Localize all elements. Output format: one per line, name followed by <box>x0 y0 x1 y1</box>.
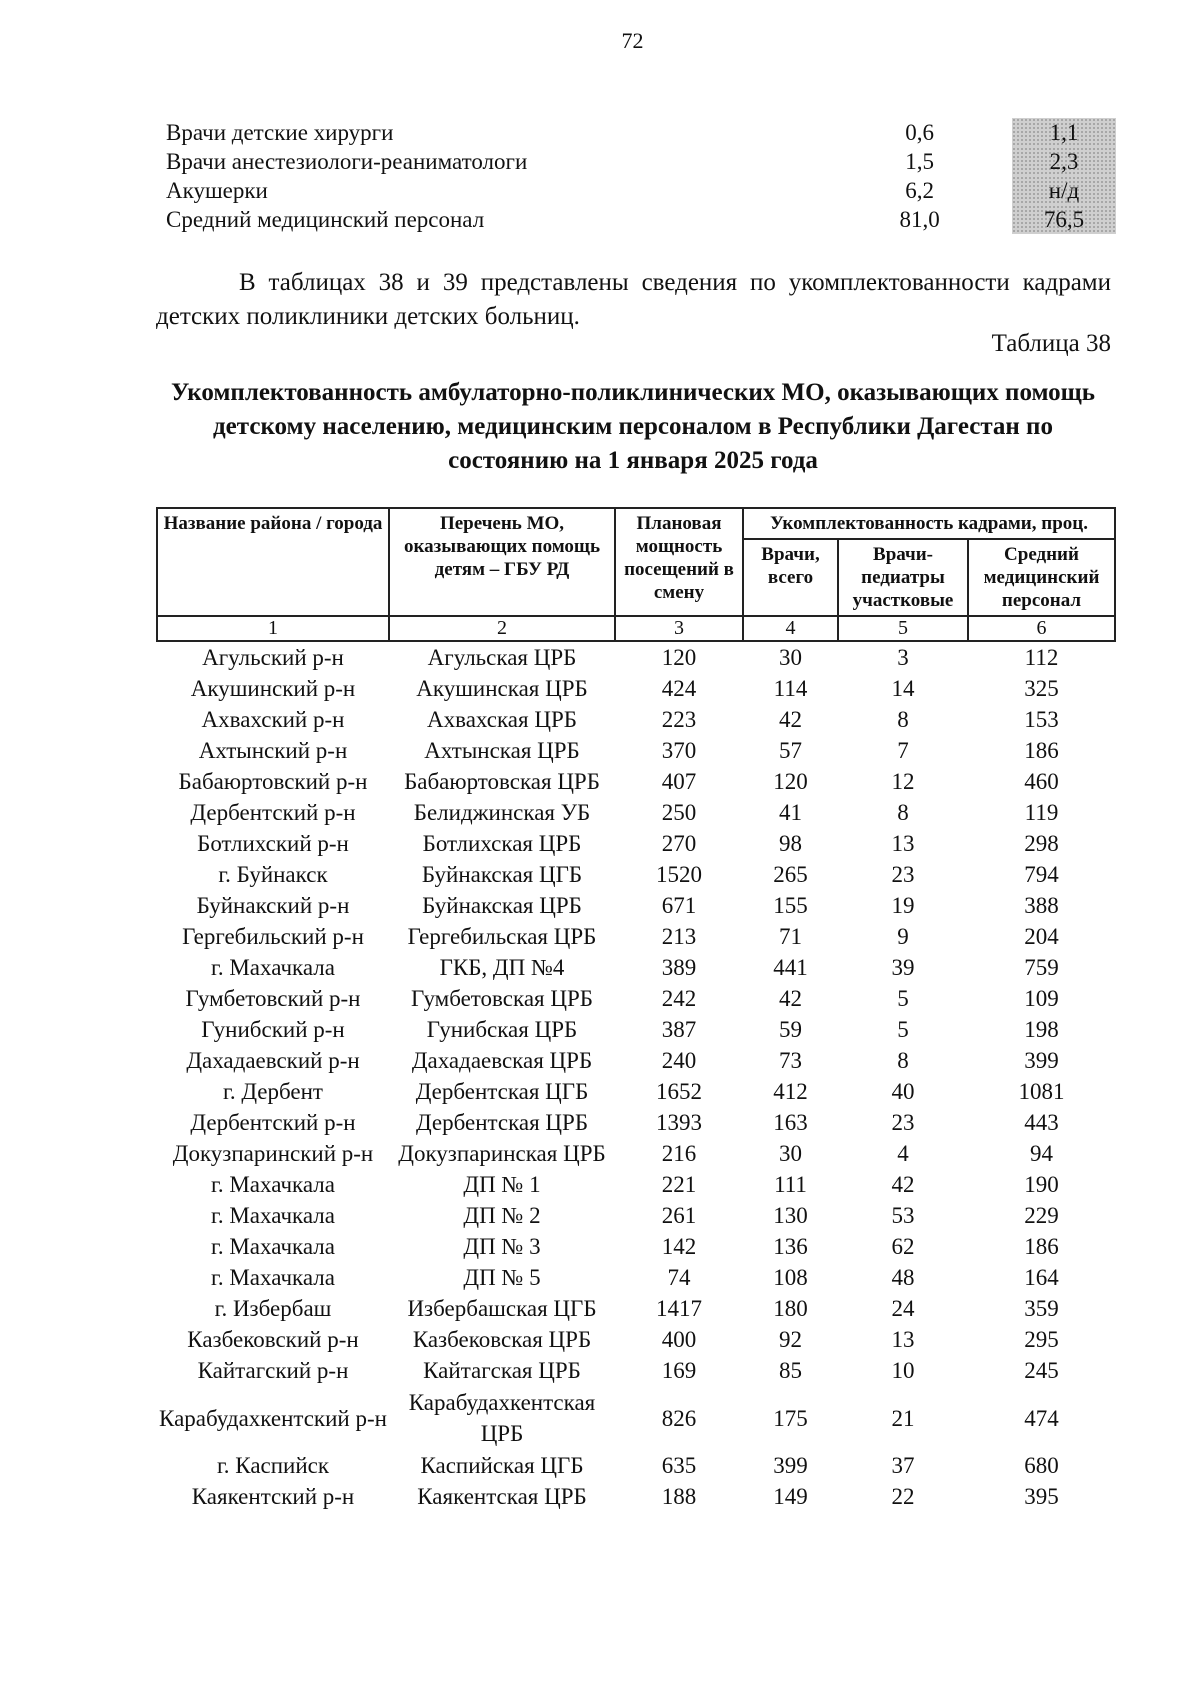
cell-mo: ДП № 5 <box>463 1265 541 1290</box>
cell-nurses: 794 <box>1024 862 1059 887</box>
prev-table-row <box>166 147 1116 176</box>
cell-pediatricians: 12 <box>891 769 915 794</box>
cell-pediatricians: 8 <box>897 800 909 825</box>
header-capacity: Плановая мощность посещений в смену <box>615 508 743 616</box>
cell-doctors-total: 57 <box>779 738 802 763</box>
cell-mo: Буйнакская ЦГБ <box>421 862 583 887</box>
cell-district: г. Избербаш <box>214 1296 332 1321</box>
table-body <box>157 641 1115 1512</box>
cell-pediatricians: 42 <box>891 1172 915 1197</box>
column-number: 3 <box>615 616 743 641</box>
table-row <box>157 1355 1115 1386</box>
cell-mo: Избербашская ЦГБ <box>407 1296 597 1321</box>
cell-pediatricians: 8 <box>897 707 909 732</box>
cell-capacity: 250 <box>661 800 697 825</box>
cell-capacity: 424 <box>661 676 697 701</box>
cell-nurses: 460 <box>1024 769 1059 794</box>
cell-doctors-total: 108 <box>773 1265 808 1290</box>
cell-pediatricians: 21 <box>891 1405 915 1431</box>
cell-capacity: 216 <box>661 1141 697 1166</box>
cell-capacity: 400 <box>661 1327 697 1352</box>
cell-capacity: 74 <box>667 1265 691 1290</box>
table-row <box>157 641 1115 673</box>
cell-nurses: 759 <box>1024 955 1059 980</box>
cell-pediatricians: 13 <box>891 1327 915 1352</box>
cell-nurses: 229 <box>1024 1203 1059 1228</box>
table-row <box>157 1231 1115 1262</box>
cell-capacity: 826 <box>661 1405 697 1431</box>
cell-doctors-total: 399 <box>773 1453 808 1478</box>
cell-pediatricians: 5 <box>897 986 909 1011</box>
prev-table-row <box>166 176 1116 205</box>
cell-mo: Гергебильская ЦРБ <box>407 924 597 949</box>
cell-capacity: 213 <box>661 924 697 949</box>
cell-doctors-total: 155 <box>773 893 808 918</box>
column-number: 5 <box>838 616 968 641</box>
prev-row-value-2: 1,1 <box>1012 118 1116 147</box>
cell-capacity: 671 <box>661 893 697 918</box>
cell-district: г. Каспийск <box>216 1453 330 1478</box>
cell-pediatricians: 48 <box>891 1265 915 1290</box>
cell-pediatricians: 23 <box>891 1110 915 1135</box>
cell-doctors-total: 98 <box>779 831 802 856</box>
cell-pediatricians: 23 <box>891 862 915 887</box>
table-row <box>157 952 1115 983</box>
cell-doctors-total: 265 <box>773 862 808 887</box>
cell-doctors-total: 73 <box>779 1048 802 1073</box>
cell-doctors-total: 59 <box>779 1017 802 1042</box>
cell-mo: Агульская ЦРБ <box>427 645 577 670</box>
cell-doctors-total: 41 <box>779 800 802 825</box>
cell-mo: Казбековская ЦРБ <box>412 1327 592 1352</box>
header-mo-list: Перечень МО, оказывающих помощь детям – ГБУ РД <box>389 508 615 616</box>
table-row <box>157 859 1115 890</box>
header-nurses: Средний медицинский персонал <box>968 539 1115 616</box>
cell-mo: Дербентская ЦГБ <box>415 1079 589 1104</box>
cell-mo: Ахтынская ЦРБ <box>424 738 580 763</box>
staffing-table <box>156 507 1116 1512</box>
prev-row-name: Врачи анестезиологи-реаниматологи <box>166 149 528 174</box>
cell-capacity: 407 <box>661 769 697 794</box>
cell-district: Ахтынский р-н <box>198 738 348 763</box>
cell-district: Карабудахкентский р-н <box>159 1405 387 1431</box>
table-row <box>157 1200 1115 1231</box>
table-row <box>157 1014 1115 1045</box>
cell-capacity: 142 <box>661 1234 697 1259</box>
prev-row-name: Врачи детские хирурги <box>166 120 394 145</box>
cell-pediatricians: 8 <box>897 1048 909 1073</box>
cell-doctors-total: 30 <box>779 1141 802 1166</box>
cell-district: Буйнакский р-н <box>196 893 350 918</box>
cell-capacity: 261 <box>661 1203 697 1228</box>
prev-table-row <box>166 118 1116 147</box>
table-row <box>157 1262 1115 1293</box>
cell-nurses: 109 <box>1024 986 1059 1011</box>
cell-district: г. Махачкала <box>211 1265 335 1290</box>
cell-pediatricians: 14 <box>891 676 915 701</box>
cell-doctors-total: 85 <box>779 1358 802 1383</box>
prev-row-value-1: 81,0 <box>899 207 940 232</box>
cell-nurses: 190 <box>1024 1172 1059 1197</box>
cell-nurses: 298 <box>1024 831 1059 856</box>
table-row <box>157 1045 1115 1076</box>
cell-pediatricians: 9 <box>897 924 909 949</box>
cell-district: г. Махачкала <box>211 1203 335 1228</box>
cell-capacity: 240 <box>661 1048 697 1073</box>
cell-nurses: 1081 <box>1018 1079 1065 1104</box>
cell-doctors-total: 163 <box>773 1110 808 1135</box>
table-title: Укомплектованность амбулаторно-поликлинических МО, оказывающих помощь детскому населению, медицинским персоналом в Республики Дагестан по состоянию на 1 января 2025 года <box>170 379 1095 474</box>
table-row <box>157 797 1115 828</box>
cell-nurses: 680 <box>1024 1453 1059 1478</box>
cell-district: Кайтагский р-н <box>197 1358 349 1383</box>
cell-district: Агульский р-н <box>202 645 344 670</box>
cell-capacity: 221 <box>661 1172 697 1197</box>
table-row <box>157 983 1115 1014</box>
cell-pediatricians: 53 <box>891 1203 915 1228</box>
cell-doctors-total: 120 <box>773 769 808 794</box>
prev-row-value-2: н/д <box>1012 176 1116 205</box>
cell-capacity: 120 <box>661 645 697 670</box>
cell-nurses: 112 <box>1024 645 1059 670</box>
cell-doctors-total: 441 <box>773 955 808 980</box>
table-row <box>157 1107 1115 1138</box>
cell-doctors-total: 149 <box>773 1484 808 1509</box>
cell-doctors-total: 130 <box>773 1203 808 1228</box>
table-row <box>157 890 1115 921</box>
cell-doctors-total: 136 <box>773 1234 808 1259</box>
cell-pediatricians: 13 <box>891 831 915 856</box>
prev-row-value-1: 1,5 <box>905 149 935 174</box>
cell-pediatricians: 19 <box>891 893 915 918</box>
cell-district: г. Буйнакск <box>218 862 328 887</box>
cell-pediatricians: 22 <box>891 1484 915 1509</box>
cell-nurses: 186 <box>1024 1234 1059 1259</box>
cell-capacity: 1417 <box>656 1296 702 1321</box>
cell-mo: Докузпаринская ЦРБ <box>398 1141 606 1166</box>
cell-doctors-total: 42 <box>779 707 802 732</box>
column-number: 2 <box>389 616 615 641</box>
cell-district: Каякентский р-н <box>191 1484 355 1509</box>
cell-district: Дербентский р-н <box>190 1110 356 1135</box>
cell-district: г. Махачкала <box>211 1234 335 1259</box>
cell-mo: Дахадаевская ЦРБ <box>411 1048 593 1073</box>
cell-mo: Белиджинская УБ <box>413 800 591 825</box>
cell-pediatricians: 40 <box>891 1079 915 1104</box>
cell-nurses: 198 <box>1024 1017 1059 1042</box>
column-number: 6 <box>968 616 1115 641</box>
table-row <box>157 1076 1115 1107</box>
cell-nurses: 153 <box>1024 707 1059 732</box>
cell-nurses: 359 <box>1024 1296 1059 1321</box>
cell-mo: Акушинская ЦРБ <box>416 676 588 701</box>
prev-row-value-2: 2,3 <box>1012 147 1116 176</box>
table-row <box>157 735 1115 766</box>
cell-nurses: 399 <box>1024 1048 1059 1073</box>
table-row <box>157 1169 1115 1200</box>
cell-nurses: 94 <box>1030 1141 1053 1166</box>
cell-capacity: 370 <box>661 738 697 763</box>
table-row <box>157 1138 1115 1169</box>
cell-pediatricians: 10 <box>891 1358 915 1383</box>
cell-nurses: 443 <box>1024 1110 1059 1135</box>
prev-row-value-1: 6,2 <box>905 178 935 203</box>
cell-pediatricians: 3 <box>897 645 909 670</box>
cell-district: Докузпаринский р-н <box>172 1141 374 1166</box>
cell-doctors-total: 180 <box>773 1296 808 1321</box>
cell-mo: Гумбетовская ЦРБ <box>411 986 593 1011</box>
cell-capacity: 389 <box>661 955 697 980</box>
cell-district: г. Махачкала <box>211 1172 335 1197</box>
cell-nurses: 395 <box>1024 1484 1059 1509</box>
cell-doctors-total: 92 <box>779 1327 802 1352</box>
cell-nurses: 119 <box>1024 800 1059 825</box>
cell-capacity: 270 <box>661 831 697 856</box>
cell-capacity: 387 <box>661 1017 697 1042</box>
cell-nurses: 204 <box>1024 924 1059 949</box>
cell-doctors-total: 42 <box>779 986 802 1011</box>
cell-doctors-total: 71 <box>779 924 802 949</box>
prev-row-name: Средний медицинский персонал <box>166 207 485 232</box>
header-staffing-group: Укомплектованность кадрами, проц. <box>743 508 1115 539</box>
prev-row-name: Акушерки <box>166 178 268 203</box>
table-row <box>157 828 1115 859</box>
cell-district: Гумбетовский р-н <box>185 986 361 1011</box>
cell-pediatricians: 4 <box>897 1141 909 1166</box>
cell-district: Дахадаевский р-н <box>186 1048 360 1073</box>
cell-pediatricians: 37 <box>891 1453 915 1478</box>
table-row <box>157 1324 1115 1355</box>
cell-mo: Каякентская ЦРБ <box>417 1484 587 1509</box>
cell-doctors-total: 175 <box>773 1405 808 1431</box>
cell-mo: Гунибская ЦРБ <box>426 1017 578 1042</box>
header-pediatricians: Врачи-педиатры участковые <box>838 539 968 616</box>
cell-district: Казбековский р-н <box>187 1327 359 1352</box>
cell-mo: Дербентская ЦРБ <box>415 1110 589 1135</box>
cell-capacity: 242 <box>661 986 697 1011</box>
cell-mo: ГКБ, ДП №4 <box>439 955 565 980</box>
cell-pediatricians: 7 <box>897 738 909 763</box>
table-row <box>157 1450 1115 1481</box>
cell-pediatricians: 39 <box>891 955 915 980</box>
cell-district: Акушинский р-н <box>190 676 356 701</box>
cell-district: Дербентский р-н <box>190 800 356 825</box>
cell-capacity: 1520 <box>656 862 702 887</box>
intro-paragraph: В таблицах 38 и 39 представлены сведения по укомплектованности кадрами детских поликлиники детских больниц. <box>156 269 1111 330</box>
cell-pediatricians: 5 <box>897 1017 909 1042</box>
cell-mo: Карабудахкентская ЦРБ <box>408 1390 596 1446</box>
table-row <box>157 1386 1115 1450</box>
cell-nurses: 164 <box>1024 1265 1059 1290</box>
cell-pediatricians: 24 <box>891 1296 915 1321</box>
header-district: Название района / города <box>157 508 389 616</box>
cell-district: г. Махачкала <box>211 955 335 980</box>
cell-nurses: 245 <box>1024 1358 1059 1383</box>
column-number: 4 <box>743 616 838 641</box>
cell-capacity: 169 <box>661 1358 697 1383</box>
cell-nurses: 295 <box>1024 1327 1059 1352</box>
cell-mo: Буйнакская ЦРБ <box>422 893 582 918</box>
cell-district: Гергебильский р-н <box>182 924 364 949</box>
cell-capacity: 1652 <box>656 1079 702 1104</box>
table-row <box>157 673 1115 704</box>
cell-mo: Ахвахская ЦРБ <box>427 707 577 732</box>
cell-doctors-total: 30 <box>779 645 802 670</box>
page-number: 72 <box>621 28 644 53</box>
cell-capacity: 635 <box>661 1453 697 1478</box>
cell-district: г. Дербент <box>223 1079 323 1104</box>
column-number: 1 <box>157 616 389 641</box>
cell-district: Ботлихский р-н <box>197 831 349 856</box>
cell-nurses: 325 <box>1024 676 1059 701</box>
table-row <box>157 766 1115 797</box>
table-row <box>157 1481 1115 1512</box>
prev-table-row <box>166 205 1116 234</box>
cell-district: Ахвахский р-н <box>201 707 345 732</box>
cell-nurses: 474 <box>1024 1405 1059 1431</box>
prev-row-value-1: 0,6 <box>905 120 935 145</box>
cell-doctors-total: 412 <box>773 1079 808 1104</box>
prev-row-value-2: 76,5 <box>1012 205 1116 234</box>
table-label: Таблица 38 <box>991 330 1111 357</box>
cell-mo: ДП № 3 <box>463 1234 541 1259</box>
cell-district: Гунибский р-н <box>201 1017 345 1042</box>
cell-mo: ДП № 2 <box>463 1203 541 1228</box>
header-doctors-total: Врачи, всего <box>743 539 838 616</box>
cell-mo: Ботлихская ЦРБ <box>422 831 582 856</box>
cell-doctors-total: 111 <box>774 1172 807 1197</box>
previous-table-continuation <box>166 118 1116 234</box>
cell-pediatricians: 62 <box>891 1234 915 1259</box>
table-row <box>157 704 1115 735</box>
cell-district: Бабаюртовский р-н <box>178 769 368 794</box>
cell-nurses: 388 <box>1024 893 1059 918</box>
cell-doctors-total: 114 <box>773 676 808 701</box>
cell-mo: Каспийская ЦГБ <box>420 1453 584 1478</box>
table-row <box>157 921 1115 952</box>
cell-mo: Бабаюртовская ЦРБ <box>404 769 600 794</box>
cell-nurses: 186 <box>1024 738 1059 763</box>
cell-capacity: 223 <box>661 707 697 732</box>
cell-capacity: 1393 <box>656 1110 702 1135</box>
cell-mo: Кайтагская ЦРБ <box>423 1358 581 1383</box>
cell-capacity: 188 <box>661 1484 697 1509</box>
table-row <box>157 1293 1115 1324</box>
cell-mo: ДП № 1 <box>463 1172 541 1197</box>
